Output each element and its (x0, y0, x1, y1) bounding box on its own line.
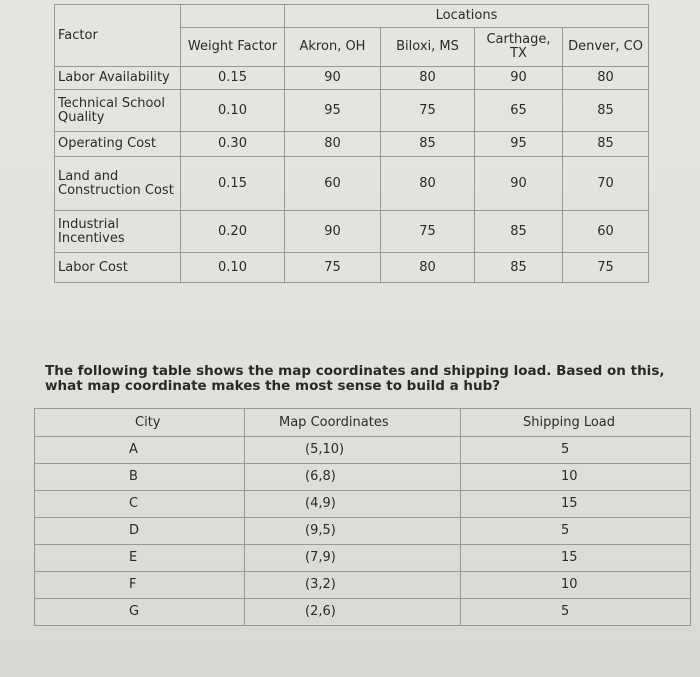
map-coordinates: (4,9) (245, 491, 461, 518)
weight-value: 0.20 (181, 211, 285, 253)
factor-name: Operating Cost (55, 132, 181, 157)
coordinates-column-header: Map Coordinates (245, 409, 461, 437)
shipping-load-table (34, 408, 691, 626)
weight-value: 0.15 (181, 67, 285, 90)
shipping-load: 5 (461, 437, 691, 464)
map-coordinates: (7,9) (245, 545, 461, 572)
city-column-header: City (35, 409, 245, 437)
city-name: F (35, 572, 245, 599)
factor-rating-table (54, 4, 649, 283)
score-carthage: 85 (475, 211, 563, 253)
map-coordinates: (5,10) (245, 437, 461, 464)
weight-column-header: Weight Factor (181, 28, 285, 67)
shipping-load-column-header: Shipping Load (461, 409, 691, 437)
score-biloxi: 85 (381, 132, 475, 157)
location-header-biloxi: Biloxi, MS (381, 28, 475, 67)
table-row (35, 464, 691, 491)
factor-name: Land and Construction Cost (55, 157, 181, 211)
table-row (55, 211, 649, 253)
shipping-load: 5 (461, 518, 691, 545)
factor-name: Technical School Quality (55, 90, 181, 132)
city-name: E (35, 545, 245, 572)
table-row (55, 132, 649, 157)
score-akron: 90 (285, 211, 381, 253)
map-coordinates: (9,5) (245, 518, 461, 545)
weight-value: 0.10 (181, 253, 285, 283)
weight-value: 0.15 (181, 157, 285, 211)
score-biloxi: 80 (381, 67, 475, 90)
score-biloxi: 80 (381, 253, 475, 283)
table-row (55, 67, 649, 90)
score-denver: 60 (563, 211, 649, 253)
map-coordinates: (6,8) (245, 464, 461, 491)
shipping-load: 15 (461, 491, 691, 518)
score-denver: 75 (563, 253, 649, 283)
location-header-carthage: Carthage, TX (475, 28, 563, 67)
city-name: G (35, 599, 245, 626)
factor-name: Labor Availability (55, 67, 181, 90)
map-coordinates: (2,6) (245, 599, 461, 626)
score-carthage: 65 (475, 90, 563, 132)
table-row (35, 491, 691, 518)
score-biloxi: 80 (381, 157, 475, 211)
shipping-load: 10 (461, 464, 691, 491)
city-name: D (35, 518, 245, 545)
shipping-load: 15 (461, 545, 691, 572)
score-denver: 85 (563, 90, 649, 132)
score-carthage: 90 (475, 67, 563, 90)
city-name: A (35, 437, 245, 464)
table-row (35, 518, 691, 545)
location-header-akron: Akron, OH (285, 28, 381, 67)
score-carthage: 90 (475, 157, 563, 211)
table-row (55, 253, 649, 283)
factor-column-header: Factor (55, 5, 181, 67)
location-header-denver: Denver, CO (563, 28, 649, 67)
score-akron: 75 (285, 253, 381, 283)
table-row (35, 599, 691, 626)
factor-name: Labor Cost (55, 253, 181, 283)
table-row (55, 157, 649, 211)
score-akron: 60 (285, 157, 381, 211)
city-name: B (35, 464, 245, 491)
score-denver: 70 (563, 157, 649, 211)
city-name: C (35, 491, 245, 518)
score-carthage: 95 (475, 132, 563, 157)
blank-header-cell (181, 5, 285, 28)
weight-value: 0.30 (181, 132, 285, 157)
question-text: The following table shows the map coordinates and shipping load. Based on this, what map coordinate makes the most sense to build a hub? (45, 363, 665, 394)
score-biloxi: 75 (381, 90, 475, 132)
map-coordinates: (3,2) (245, 572, 461, 599)
score-carthage: 85 (475, 253, 563, 283)
table-row (35, 572, 691, 599)
table-row (35, 545, 691, 572)
weight-value: 0.10 (181, 90, 285, 132)
score-denver: 85 (563, 132, 649, 157)
score-biloxi: 75 (381, 211, 475, 253)
score-akron: 90 (285, 67, 381, 90)
locations-group-header: Locations (285, 5, 649, 28)
factor-name: Industrial Incentives (55, 211, 181, 253)
score-akron: 95 (285, 90, 381, 132)
score-denver: 80 (563, 67, 649, 90)
shipping-load: 10 (461, 572, 691, 599)
score-akron: 80 (285, 132, 381, 157)
table-row (35, 437, 691, 464)
table-row (55, 90, 649, 132)
shipping-load: 5 (461, 599, 691, 626)
